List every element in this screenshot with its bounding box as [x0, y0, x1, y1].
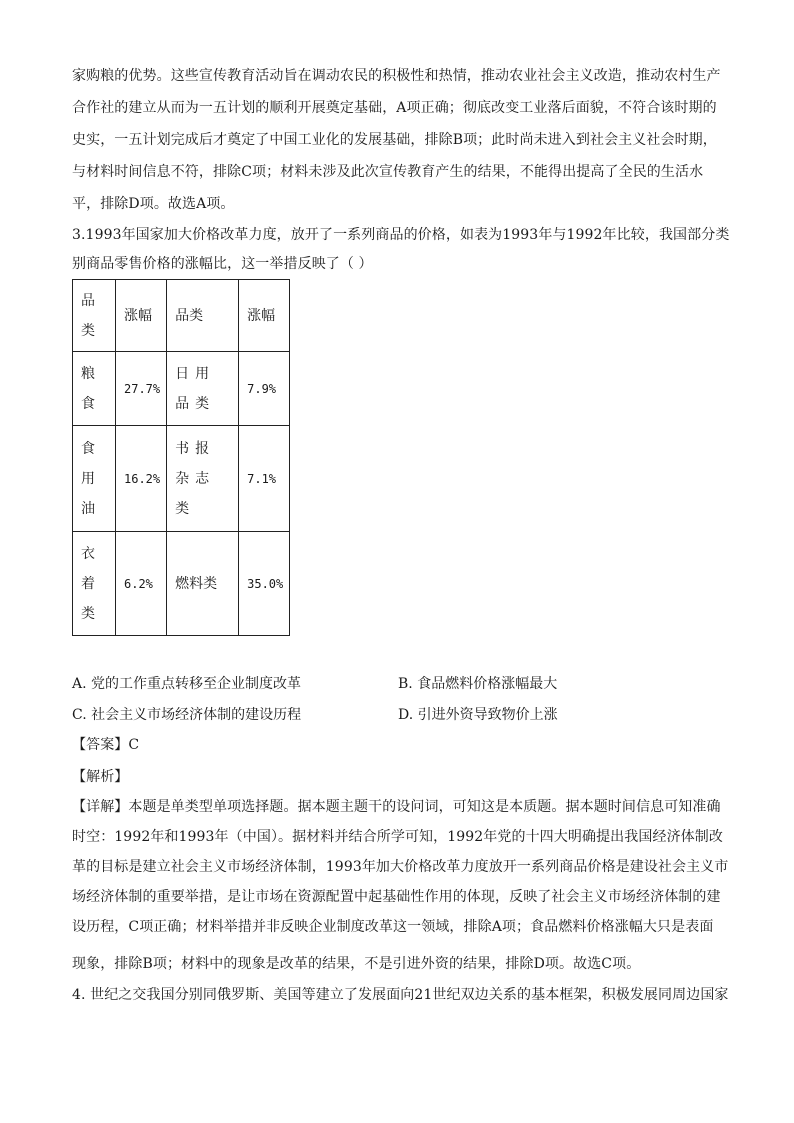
- paragraph-line: 史实，一五计划完成后才奠定了中国工业化的发展基础，排除B项；此时尚未进入到社会主义社会时期，: [72, 132, 717, 148]
- paragraph-line: 平，排除D项。故选A项。: [72, 196, 235, 212]
- option-c: C. 社会主义市场经济体制的建设历程: [72, 707, 302, 723]
- table-cell: 燃料类: [175, 575, 218, 592]
- table-cell: 6.2%: [124, 576, 153, 591]
- table-cell: 粮食: [81, 365, 95, 412]
- analysis-line: 革的目标是建立社会主义市场经济体制，1993年加大价格改革力度放开一系列商品价格是建设社会主义市: [72, 859, 729, 875]
- table-cell: 日用品类: [175, 365, 216, 412]
- analysis-line: 时空：1992年和1993年（中国）。据材料并结合所学可知，1992年党的十四大明确提出我国经济体制改: [72, 829, 723, 845]
- table-cell: 27.7%: [124, 381, 161, 396]
- analysis-line: 设历程，C项正确；材料举措并非反映企业制度改革这一领域，排除A项；食品燃料价格涨幅大只是表面: [72, 919, 714, 935]
- question-3-stem: 别商品零售价格的涨幅比，这一举措反映了（ ）: [72, 256, 373, 272]
- paragraph-line: 家购粮的优势。这些宣传教育活动旨在调动农民的积极性和热情，推动农业社会主义改造，推动农村生产: [72, 68, 721, 84]
- table-header-cell: 涨幅: [124, 307, 152, 324]
- question-4-stem: 4. 世纪之交我国分别同俄罗斯、美国等建立了发展面向21世纪双边关系的基本框架，积极发展同周边国家: [72, 987, 729, 1003]
- table-cell: 书报杂志类: [175, 440, 216, 517]
- table-row: [73, 532, 290, 636]
- table-cell: 7.1%: [247, 471, 277, 486]
- table-header-row: [73, 280, 290, 352]
- table-header-cell: 品类: [81, 292, 95, 339]
- analysis-line: 现象，排除B项；材料中的现象是改革的结果，不是引进外资的结果，排除D项。故选C项。: [72, 956, 641, 972]
- analysis-label: 【解析】: [72, 769, 129, 785]
- option-b: B. 食品燃料价格涨幅最大: [398, 676, 558, 692]
- table-cell: 衣着类: [81, 545, 95, 622]
- table-row: [73, 426, 290, 532]
- option-a: A. 党的工作重点转移至企业制度改革: [72, 676, 302, 692]
- table-row: [73, 352, 290, 426]
- analysis-line: 场经济体制的重要举措，是让市场在资源配置中起基础性作用的体现，反映了社会主义市场经济体制的建: [72, 889, 721, 905]
- table-cell: 7.9%: [247, 381, 277, 396]
- answer-label: 【答案】C: [72, 737, 140, 753]
- table-header-cell: 涨幅: [247, 307, 276, 324]
- price-increase-table: [72, 279, 290, 636]
- table-cell: 35.0%: [247, 576, 284, 591]
- table-header-cell: 品类: [175, 307, 204, 324]
- option-d: D. 引进外资导致物价上涨: [398, 707, 558, 723]
- analysis-line: 【详解】本题是单类型单项选择题。据本题主题干的设问词，可知这是本质题。据本题时间信息可知准确: [72, 799, 721, 815]
- question-3-stem: 3.1993年国家加大价格改革力度，放开了一系列商品的价格，如表为1993年与1992年比较，我国部分类: [72, 227, 730, 243]
- paragraph-line: 与材料时间信息不符，排除C项；材料未涉及此次宣传教育产生的结果，不能得出提高了全民的生活水: [72, 164, 704, 180]
- paragraph-line: 合作社的建立从而为一五计划的顺利开展奠定基础，A项正确；彻底改变工业落后面貌，不符合该时期的: [72, 100, 717, 116]
- table-cell: 食用油: [81, 440, 95, 517]
- table-cell: 16.2%: [124, 471, 161, 486]
